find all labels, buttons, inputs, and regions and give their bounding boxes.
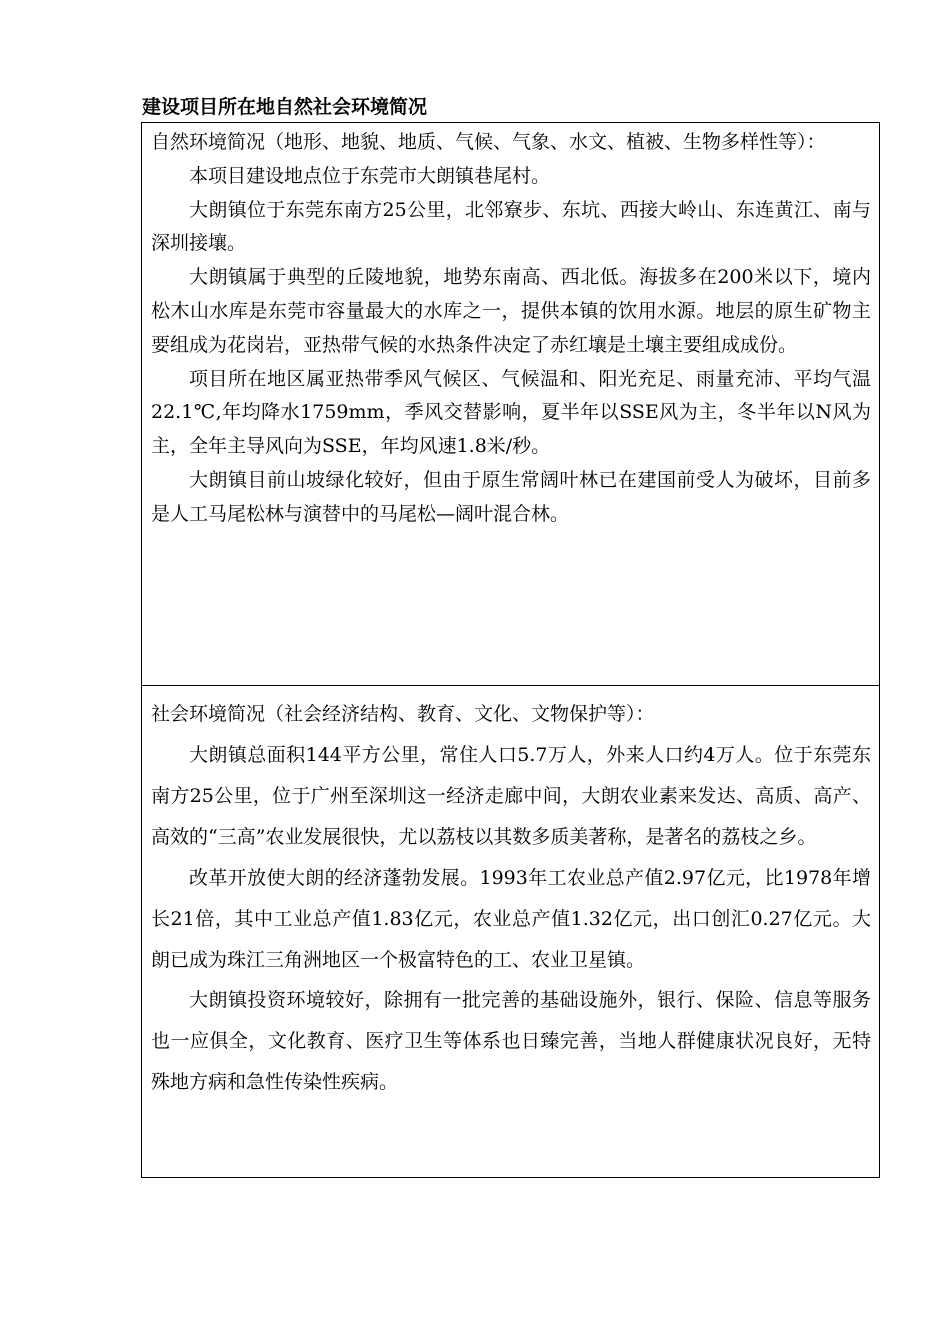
social-paragraph-population: 大朗镇总面积144平方公里，常住人口5.7万人，外来人口约4万人。位于东莞东南方25公里，位于广州至深圳这一经济走廊中间，大朗农业素来发达、高质、高产、高效的“三高”农业发展很快，尤以荔枝以其数多质美著称，是著名的荔枝之乡。 xyxy=(151,744,871,848)
natural-paragraph-climate: 项目所在地区属亚热带季风气候区、气候温和、阳光充足、雨量充沛、平均气温22.1℃,年均降水1759mm，季风交替影响，夏半年以SSE风为主，冬半年以N风为主，全年主导风向为SSE，年均风速1.8米/秒。 xyxy=(151,367,871,458)
social-paragraph-services: 大朗镇投资环境较好，除拥有一批完善的基础设施外，银行、保险、信息等服务也一应俱全，文化教育、医疗卫生等体系也日臻完善，当地人群健康状况良好，无特殊地方病和急性传染性疾病。 xyxy=(151,989,871,1094)
natural-paragraph-vegetation: 大朗镇目前山坡绿化较好，但由于原生常阔叶林已在建国前受人为破坏，目前多是人工马尾松林与演替中的马尾松—阔叶混合林。 xyxy=(151,468,871,525)
document-title: 建设项目所在地自然社会环境简况 xyxy=(142,96,428,118)
social-paragraph-economy: 改革开放使大朗的经济蓬勃发展。1993年工农业总产值2.97亿元，比1978年增长21倍，其中工业总产值1.83亿元，农业总产值1.32亿元，出口创汇0.27亿元。大朗已成为珠江三角洲地区一个极富特色的工、农业卫星镇。 xyxy=(151,866,871,971)
natural-paragraph-location: 本项目建设地点位于东莞市大朗镇巷尾村。 xyxy=(189,164,551,187)
natural-paragraph-terrain: 大朗镇属于典型的丘陵地貌，地势东南高、西北低。海拔多在200米以下，境内松木山水库是东莞市容量最大的水库之一，提供本镇的饮用水源。地层的原生矿物主要组成为花岗岩，亚热带气候的水热条件决定了赤红壤是土壤主要组成成份。 xyxy=(151,266,871,356)
natural-environment-heading: 自然环境简况（地形、地貌、地质、气候、气象、水文、植被、生物多样性等）： xyxy=(151,131,826,153)
social-environment-section xyxy=(142,686,879,1177)
natural-environment-section xyxy=(142,123,879,686)
natural-paragraph-geography: 大朗镇位于东莞东南方25公里，北邻寮步、东坑、西接大岭山、东连黄江、南与深圳接壤。 xyxy=(151,198,871,255)
social-environment-heading: 社会环境简况（社会经济结构、教育、文化、文物保护等）： xyxy=(151,703,655,725)
environment-table xyxy=(141,122,880,1178)
